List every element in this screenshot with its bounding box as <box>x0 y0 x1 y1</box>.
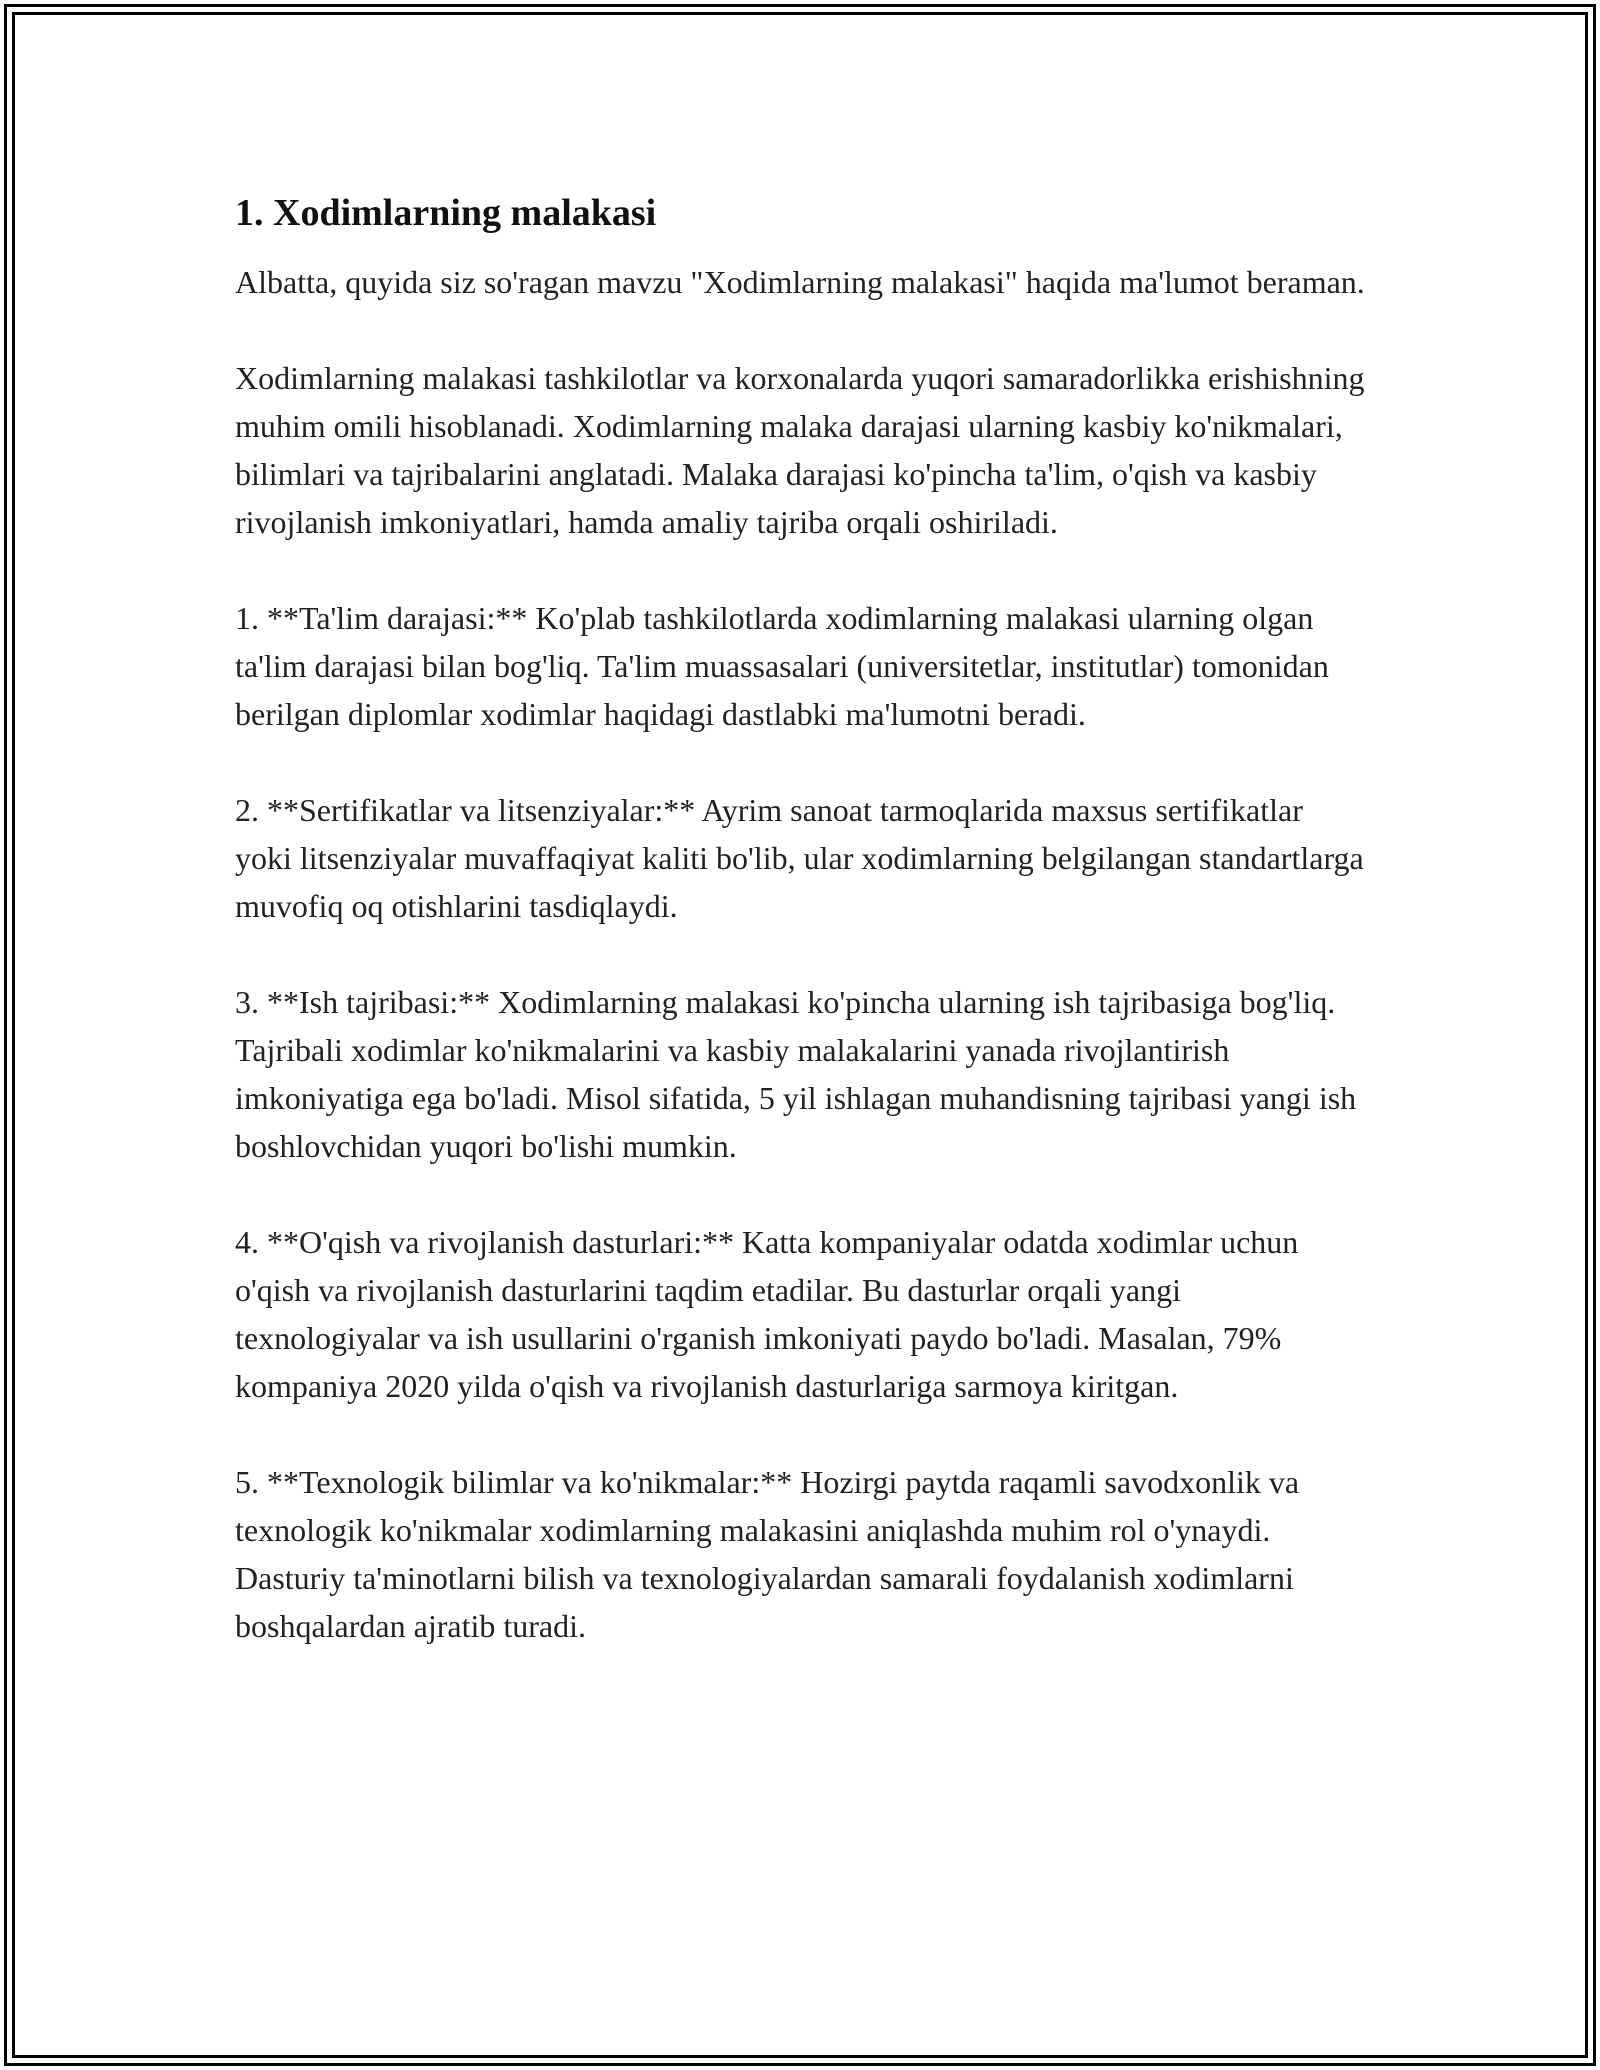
list-item-certificates: 2. **Sertifikatlar va litsenziyalar:** Ayrim sanoat tarmoqlarida maxsus sertifikatlar yoki litsenziyalar muvaffaqiyat kaliti bo'lib, ular xodimlarning belgilangan standartlarga muvofiq oq otishlarini tasdiqlaydi. <box>235 792 1364 924</box>
list-item-education: 1. **Ta'lim darajasi:** Ko'plab tashkilotlarda xodimlarning malakasi ularning olgan ta'lim darajasi bilan bog'liq. Ta'lim muassasalari (universitetlar, institutlar) tomonidan berilgan diplomlar xodimlar haqidagi dastlabki ma'lumotni beradi. <box>235 600 1329 732</box>
overview-paragraph: Xodimlarning malakasi tashkilotlar va korxonalarda yuqori samaradorlikka erishishning muhim omili hisoblanadi. Xodimlarning malaka darajasi ularning kasbiy ko'nikmalari, bilimlari va tajribalarini anglatadi. Malaka darajasi ko'pincha ta'lim, o'qish va kasbiy rivojlanish imkoniyatlari, hamda amaliy tajriba orqali oshiriladi. <box>235 360 1365 540</box>
document-heading: 1. Xodimlarning malakasi <box>235 192 657 234</box>
list-item-tech-skills: 5. **Texnologik bilimlar va ko'nikmalar:** Hozirgi paytda raqamli savodxonlik va texnologik ko'nikmalar xodimlarning malakasini aniqlashda muhim rol o'ynaydi. Dasturiy ta'minotlarni bilish va texnologiyalardan samarali foydalanish xodimlarni boshqalardan ajratib turadi. <box>235 1464 1300 1644</box>
list-item-training-programs: 4. **O'qish va rivojlanish dasturlari:** Katta kompaniyalar odatda xodimlar uchun o'qish va rivojlanish dasturlarini taqdim etadilar. Bu dasturlar orqali yangi texnologiyalar va ish usullarini o'rganish imkoniyati paydo bo'ladi. Masalan, 79% kompaniya 2020 yilda o'qish va rivojlanish dasturlariga sarmoya kiritgan. <box>235 1224 1299 1404</box>
document-body <box>235 188 1365 1698</box>
intro-paragraph: Albatta, quyida siz so'ragan mavzu "Xodimlarning malakasi" haqida ma'lumot beraman. <box>235 264 1365 300</box>
list-item-experience: 3. **Ish tajribasi:** Xodimlarning malakasi ko'pincha ularning ish tajribasiga bog'liq. Tajribali xodimlar ko'nikmalarini va kasbiy malakalarini yanada rivojlantirish imkoniyatiga ega bo'ladi. Misol sifatida, 5 yil ishlagan muhandisning tajribasi yangi ish boshlovchidan yuqori bo'lishi mumkin. <box>235 984 1357 1164</box>
